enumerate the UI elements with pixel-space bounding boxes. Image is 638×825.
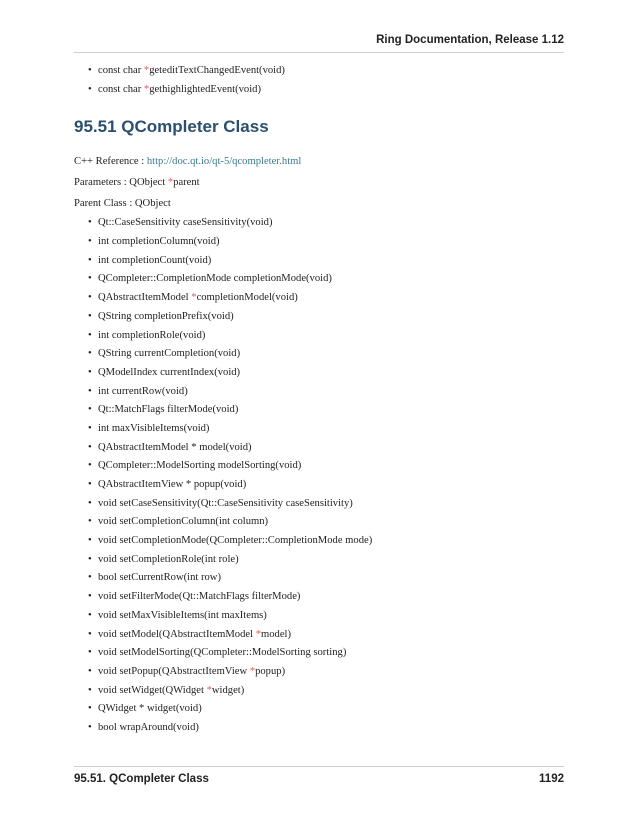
reference-link[interactable]: http://doc.qt.io/qt-5/qcompleter.html	[146, 156, 302, 168]
page-header	[74, 30, 564, 53]
list-item: • QCompleter::ModelSorting modelSorting(void)	[74, 457, 564, 476]
list-item: • void setModel(QAbstractItemModel *model)	[74, 626, 564, 645]
list-item: • const char *geteditTextChangedEvent(void)	[74, 62, 564, 81]
top-method-list	[74, 62, 564, 99]
doc-title: Ring Documentation, Release 1.12	[376, 34, 564, 46]
list-item: • int completionColumn(void)	[74, 233, 564, 252]
list-item: • Qt::CaseSensitivity caseSensitivity(void)	[74, 214, 564, 233]
page-footer	[74, 766, 564, 785]
list-item: • void setFilterMode(Qt::MatchFlags filterMode)	[74, 588, 564, 607]
cpp-reference: C++ Reference : http://doc.qt.io/qt-5/qcompleter.html	[74, 156, 302, 168]
list-item: • void setMaxVisibleItems(int maxItems)	[74, 607, 564, 626]
list-item: • QAbstractItemModel * model(void)	[74, 439, 564, 458]
list-item: • QString currentCompletion(void)	[74, 345, 564, 364]
list-item: • bool wrapAround(void)	[74, 719, 564, 738]
page-content	[74, 62, 564, 738]
page-number: 1192	[539, 773, 564, 785]
list-item: • QAbstractItemView * popup(void)	[74, 476, 564, 495]
list-item: • int maxVisibleItems(void)	[74, 420, 564, 439]
list-item: • QAbstractItemModel *completionModel(void)	[74, 289, 564, 308]
list-item: • bool setCurrentRow(int row)	[74, 569, 564, 588]
list-item: • QWidget * widget(void)	[74, 700, 564, 719]
parameters: Parameters : QObject *parent	[74, 177, 200, 189]
list-item: • void setCompletionColumn(int column)	[74, 513, 564, 532]
list-item: • void setWidget(QWidget *widget)	[74, 682, 564, 701]
method-list	[74, 214, 564, 737]
list-item: • void setCompletionRole(int role)	[74, 551, 564, 570]
list-item: • QModelIndex currentIndex(void)	[74, 364, 564, 383]
list-item: • int currentRow(void)	[74, 383, 564, 402]
list-item: • void setCaseSensitivity(Qt::CaseSensitivity caseSensitivity)	[74, 495, 564, 514]
parent-class: Parent Class : QObject	[74, 198, 171, 210]
list-item: • int completionRole(void)	[74, 327, 564, 346]
list-item: • Qt::MatchFlags filterMode(void)	[74, 401, 564, 420]
list-item: • void setCompletionMode(QCompleter::CompletionMode mode)	[74, 532, 564, 551]
footer-section: 95.51. QCompleter Class	[74, 773, 209, 785]
list-item: • void setModelSorting(QCompleter::ModelSorting sorting)	[74, 644, 564, 663]
section-title: 95.51 QCompleter Class	[74, 117, 269, 137]
list-item: • QString completionPrefix(void)	[74, 308, 564, 327]
list-item: • const char *gethighlightedEvent(void)	[74, 81, 564, 100]
list-item: • void setPopup(QAbstractItemView *popup)	[74, 663, 564, 682]
list-item: • QCompleter::CompletionMode completionMode(void)	[74, 270, 564, 289]
list-item: • int completionCount(void)	[74, 252, 564, 271]
